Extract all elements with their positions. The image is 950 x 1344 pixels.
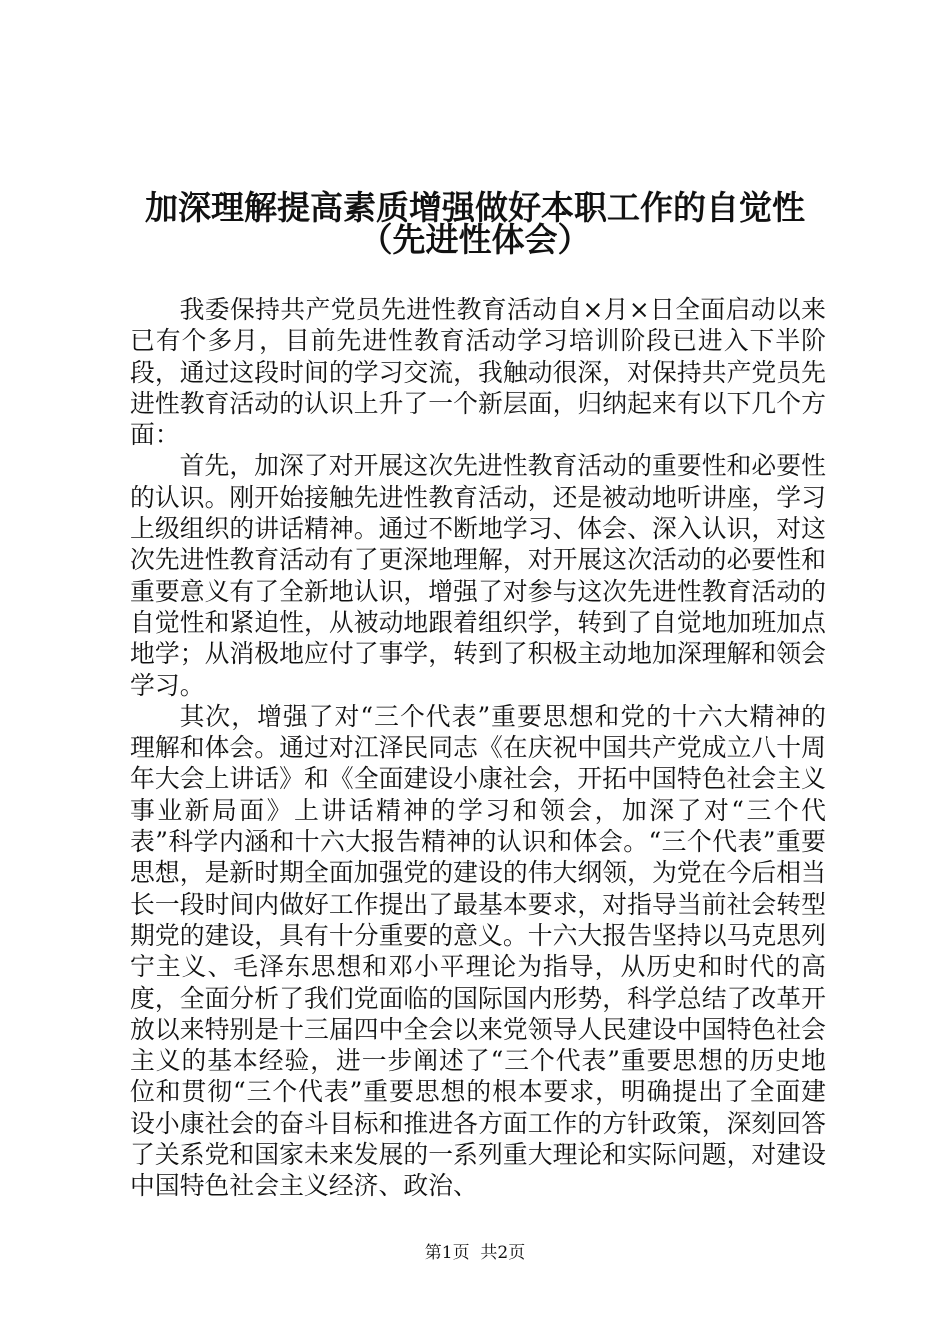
paragraph-first: 首先，加深了对开展这次先进性教育活动的重要性和必要性的认识。刚开始接触先进性教育活动，还是被动地听讲座，学习上级组织的讲话精神。通过不断地学习、体会、深入认识，对这次先进性教育活动有了更深地理解，对开展这次活动的必要性和重要意义有了全新地认识，增强了对参与这次先进性教育活动的自觉性和紧迫性，从被动地跟着组织学，转到了自觉地加班加点地学；从消极地应付了事学，转到了积极主动地加深理解和领会学习。 (130, 451, 826, 700)
paragraph-second: 其次，增强了对“三个代表”重要思想和党的十六大精神的理解和体会。通过对江泽民同志《在庆祝中国共产党成立八十周年大会上讲话》和《全面建设小康社会，开拓中国特色社会主义事业新局面》上讲话精神的学习和领会，加深了对“三个代表”科学内涵和十六大报告精神的认识和体会。“三个代表”重要思想，是新时期全面加强党的建设的伟大纲领，为党在今后相当长一段时间内做好工作提出了最基本要求，对指导当前社会转型期党的建设，具有十分重要的意义。十六大报告坚持以马克思列宁主义、毛泽东思想和邓小平理论为指导，从历史和时代的高度，全面分析了我们党面临的国际国内形势，科学总结了改革开放以来特别是十三届四中全会以来党领导人民建设中国特色社会主义的基本经验，进一步阐述了“三个代表”重要思想的历史地位和贯彻“三个代表”重要思想的根本要求，明确提出了全面建设小康社会的奋斗目标和推进各方面工作的方针政策，深刻回答了关系党和国家未来发展的一系列重大理论和实际问题，对建设中国特色社会主义经济、政治、 (130, 701, 826, 1201)
document-subtitle: （先进性体会） (359, 220, 591, 259)
document-title: 加深理解提高素质增强做好本职工作的自觉性 (145, 188, 805, 227)
document-body (130, 294, 826, 1202)
page-number-footer: 第1页 共2页 (424, 1243, 526, 1263)
paragraph-intro: 我委保持共产党员先进性教育活动自×月×日全面启动以来已有个多月，目前先进性教育活动学习培训阶段已进入下半阶段，通过这段时间的学习交流，我触动很深，对保持共产党员先进性教育活动的认识上升了一个新层面，归纳起来有以下几个方面： (130, 295, 826, 450)
